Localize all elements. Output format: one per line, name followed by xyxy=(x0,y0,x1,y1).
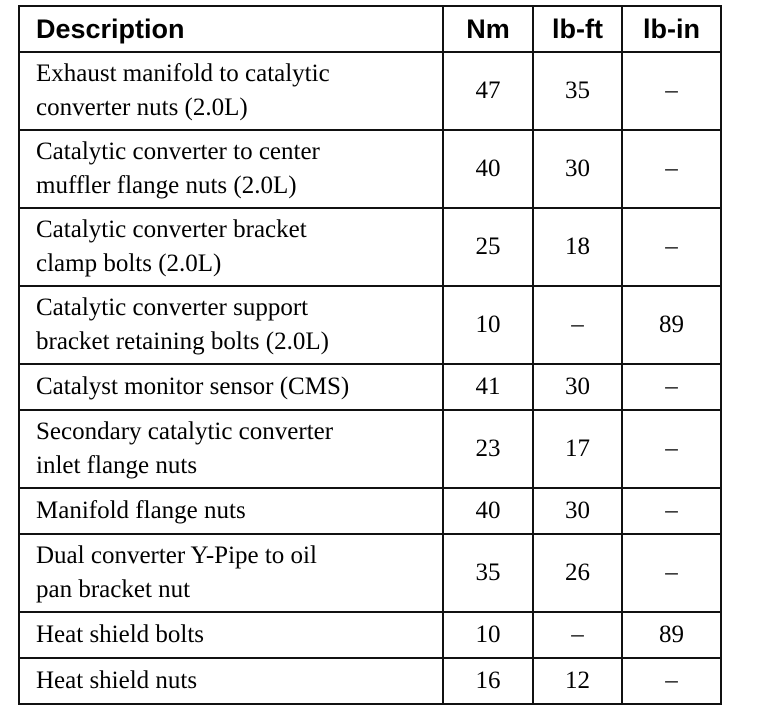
header-row xyxy=(19,6,721,52)
cell-nm: 25 xyxy=(443,208,533,286)
cell-lb-ft: 30 xyxy=(533,364,622,410)
table-row xyxy=(19,130,721,208)
cell-nm: 41 xyxy=(443,364,533,410)
row-description xyxy=(19,286,443,364)
cell-lb-ft: – xyxy=(533,286,622,364)
header-lb-ft: lb-ft xyxy=(533,6,622,52)
cell-nm: 35 xyxy=(443,534,533,612)
description-line-1: Catalyst monitor sensor (CMS) xyxy=(36,373,350,400)
description-line-1: Heat shield bolts xyxy=(36,621,205,648)
description-line-1: Dual converter Y-Pipe to oil xyxy=(36,542,317,569)
cell-lb-in: – xyxy=(622,410,721,488)
cell-nm: 10 xyxy=(443,286,533,364)
cell-nm: 47 xyxy=(443,52,533,130)
row-description xyxy=(19,658,443,704)
table-row xyxy=(19,534,721,612)
table-row xyxy=(19,488,721,534)
table-row xyxy=(19,286,721,364)
cell-lb-in: 89 xyxy=(622,286,721,364)
table-row xyxy=(19,52,721,130)
description-line-1: Catalytic converter to center xyxy=(36,138,320,165)
description-line-2: pan bracket nut xyxy=(36,576,191,603)
table-header xyxy=(19,6,721,52)
table-row xyxy=(19,612,721,658)
row-description xyxy=(19,410,443,488)
description-line-1: Heat shield nuts xyxy=(36,667,198,694)
cell-lb-ft: 26 xyxy=(533,534,622,612)
row-description xyxy=(19,612,443,658)
description-line-2: clamp bolts (2.0L) xyxy=(36,250,222,277)
cell-lb-in: – xyxy=(622,208,721,286)
description-line-2: inlet flange nuts xyxy=(36,452,198,479)
header-lb-in: lb-in xyxy=(622,6,721,52)
cell-nm: 16 xyxy=(443,658,533,704)
table-body xyxy=(19,52,721,704)
description-line-1: Exhaust manifold to catalytic xyxy=(36,60,330,87)
cell-lb-ft: 30 xyxy=(533,130,622,208)
cell-lb-ft: 18 xyxy=(533,208,622,286)
row-description xyxy=(19,534,443,612)
cell-lb-in: – xyxy=(622,488,721,534)
cell-lb-ft: 12 xyxy=(533,658,622,704)
row-description xyxy=(19,364,443,410)
cell-nm: 10 xyxy=(443,612,533,658)
description-line-1: Manifold flange nuts xyxy=(36,497,246,524)
header-description: Description xyxy=(19,6,443,52)
cell-lb-in: – xyxy=(622,364,721,410)
cell-lb-ft: – xyxy=(533,612,622,658)
cell-lb-ft: 17 xyxy=(533,410,622,488)
row-description xyxy=(19,130,443,208)
cell-lb-in: – xyxy=(622,52,721,130)
cell-lb-in: – xyxy=(622,534,721,612)
row-description xyxy=(19,52,443,130)
description-line-2: converter nuts (2.0L) xyxy=(36,94,248,121)
cell-nm: 40 xyxy=(443,130,533,208)
table-row xyxy=(19,658,721,704)
description-line-1: Catalytic converter bracket xyxy=(36,216,307,243)
cell-nm: 40 xyxy=(443,488,533,534)
description-line-1: Catalytic converter support xyxy=(36,294,309,321)
cell-lb-in: – xyxy=(622,658,721,704)
cell-lb-in: 89 xyxy=(622,612,721,658)
description-line-2: bracket retaining bolts (2.0L) xyxy=(36,328,329,355)
description-line-2: muffler flange nuts (2.0L) xyxy=(36,172,297,199)
table-row xyxy=(19,410,721,488)
cell-lb-ft: 30 xyxy=(533,488,622,534)
cell-lb-in: – xyxy=(622,130,721,208)
row-description xyxy=(19,208,443,286)
header-nm: Nm xyxy=(443,6,533,52)
row-description xyxy=(19,488,443,534)
description-line-1: Secondary catalytic converter xyxy=(36,418,334,445)
table-row xyxy=(19,208,721,286)
cell-nm: 23 xyxy=(443,410,533,488)
table-row xyxy=(19,364,721,410)
torque-spec-table xyxy=(18,5,722,705)
cell-lb-ft: 35 xyxy=(533,52,622,130)
